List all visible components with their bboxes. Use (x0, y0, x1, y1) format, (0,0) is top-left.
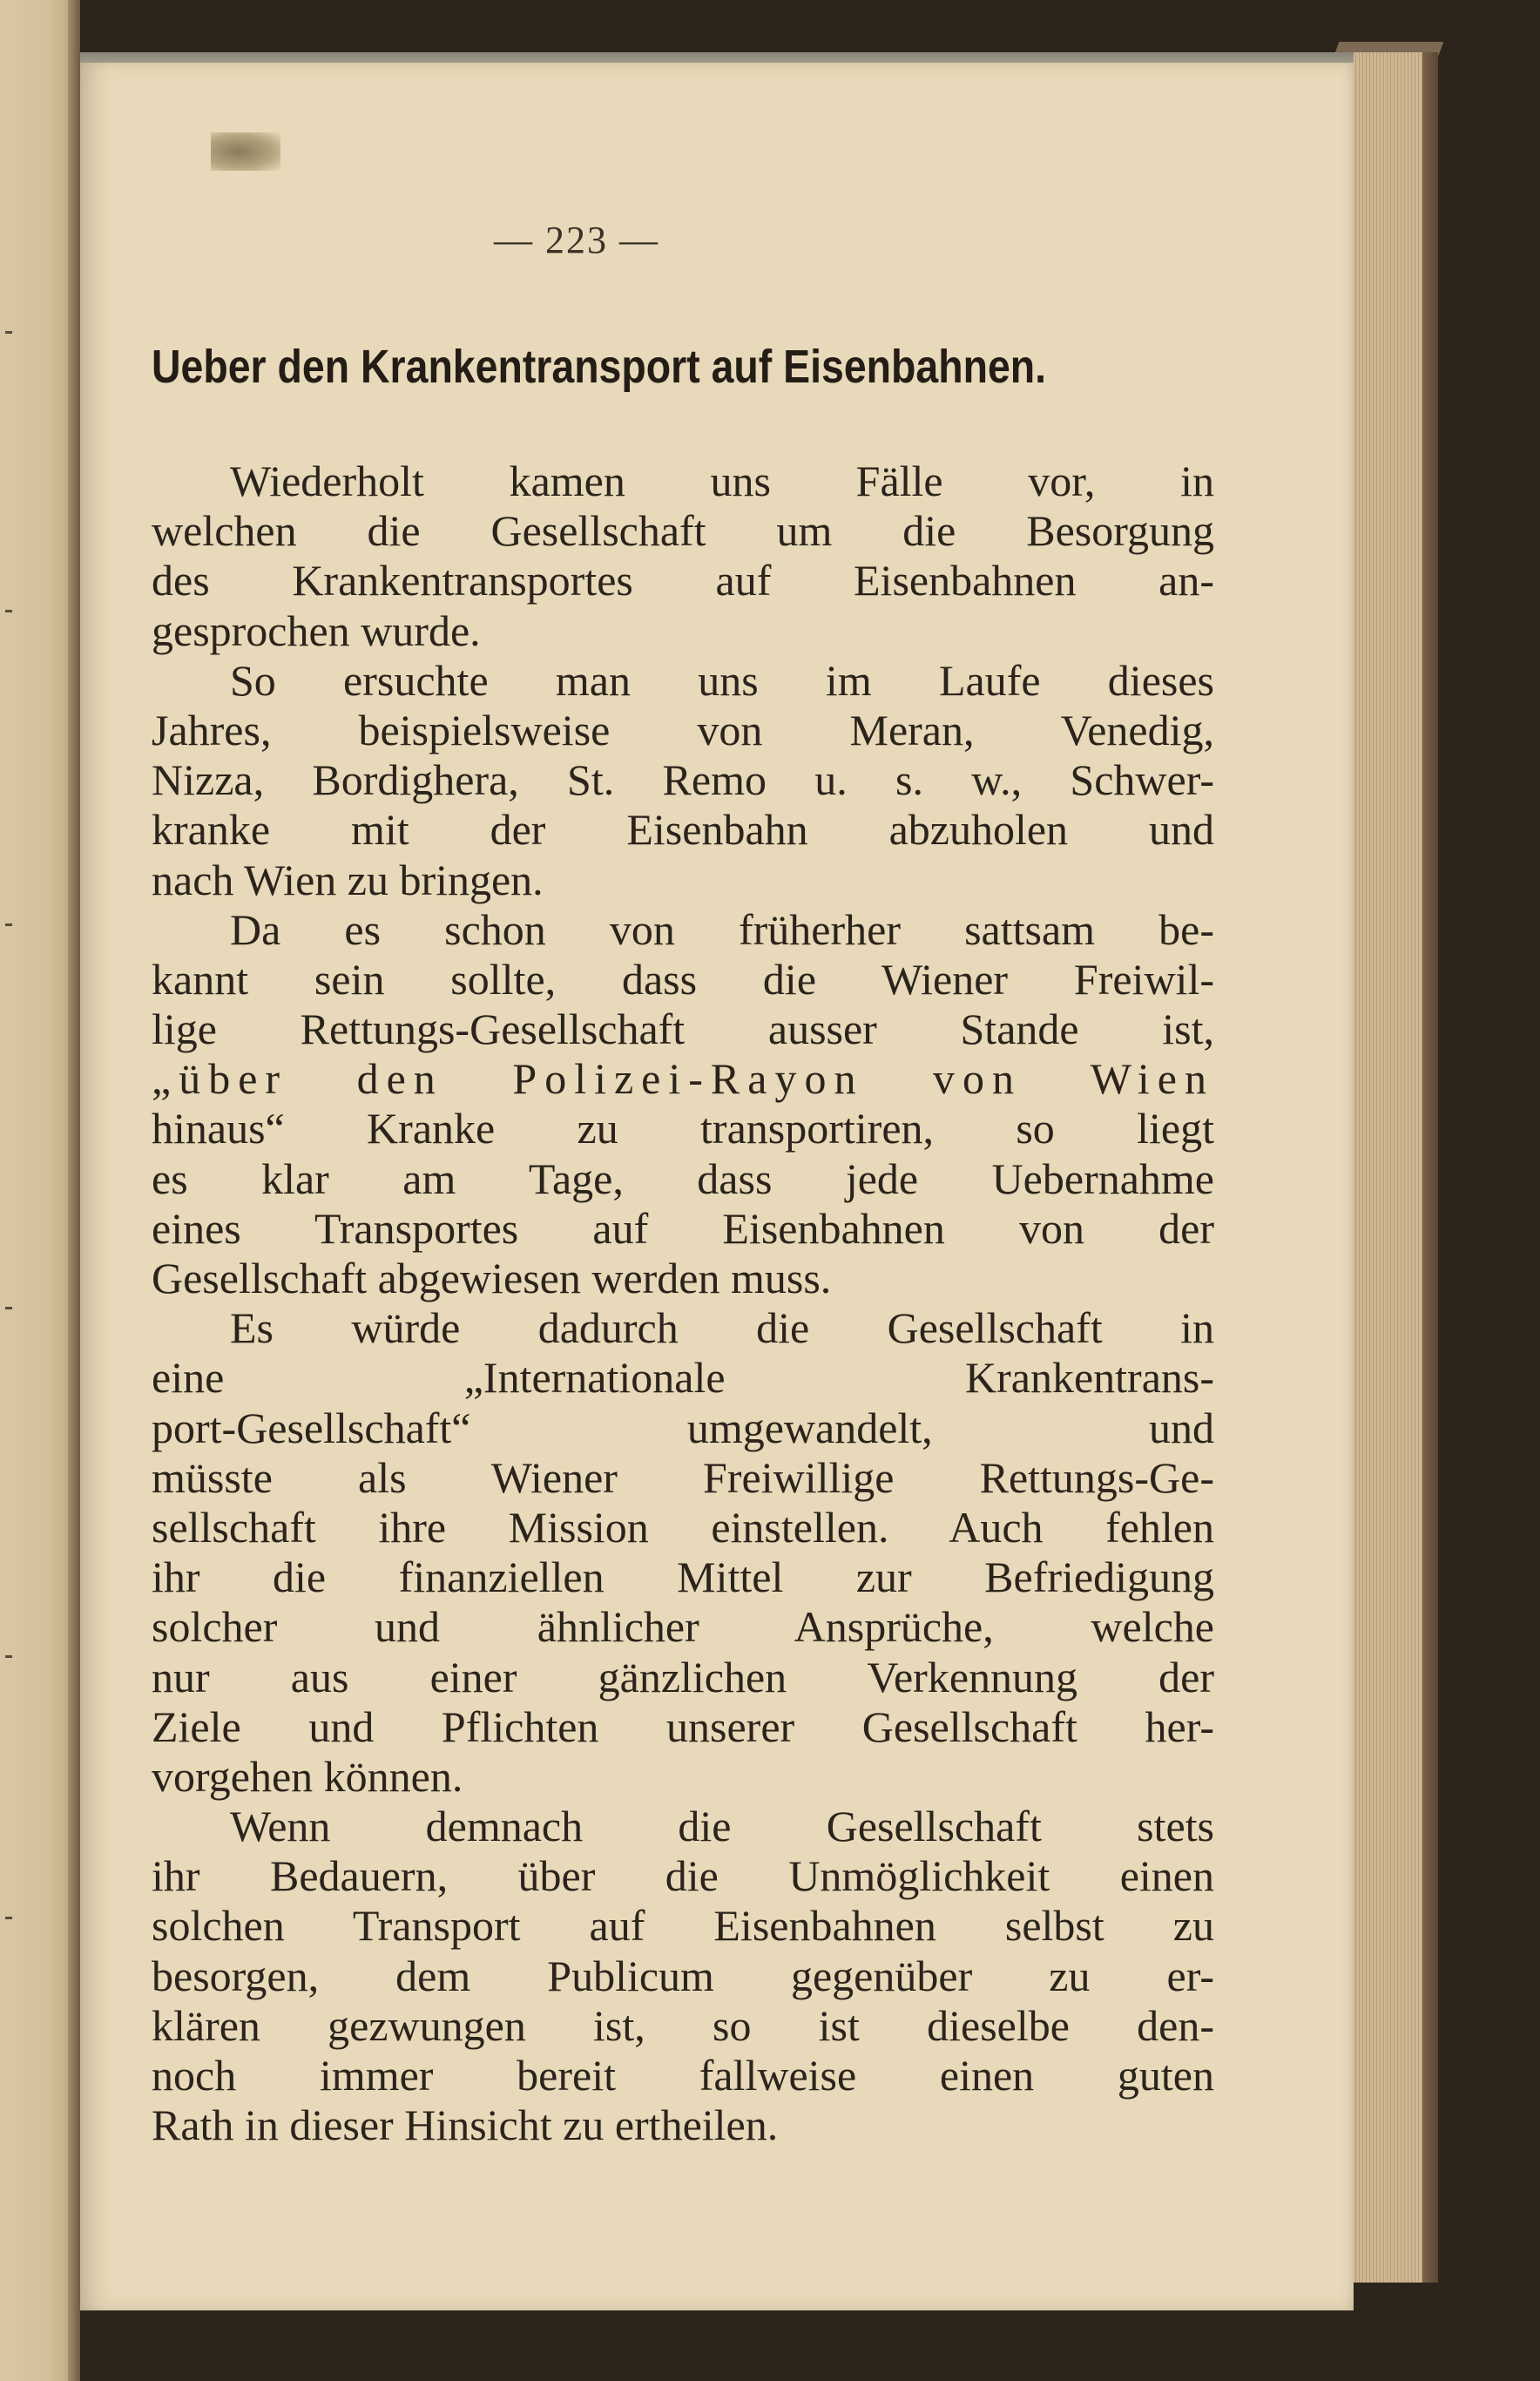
text-line: es klar am Tage, dass jede Uebernahme (152, 1153, 1214, 1203)
facing-page-edge (0, 0, 80, 2381)
gutter-shadow (68, 0, 80, 2381)
text-line: port-Gesellschaft“ umgewandelt, und (152, 1403, 1214, 1452)
book-block-edge (1346, 52, 1438, 2283)
text-line: ihr die finanziellen Mittel zur Befriedigung (152, 1552, 1214, 1602)
book-page (80, 63, 1354, 2310)
page-number: — 223 — (494, 219, 659, 261)
text-line: vorgehen können. (152, 1751, 463, 1801)
text-line: nach Wien zu bringen. (152, 855, 544, 904)
text-line: gesprochen wurde. (152, 605, 481, 655)
text-line: ihr Bedauern, über die Unmöglichkeit einen (152, 1851, 1214, 1901)
text-line: Gesellschaft abgewiesen werden muss. (152, 1254, 832, 1302)
text-line: „über den Polizei-Rayon von Wien (152, 1054, 1214, 1104)
text-line: Nizza, Bordighera, St. Remo u. s. w., Schwer- (152, 755, 1214, 805)
text-line: eines Transportes auf Eisenbahnen von der (152, 1203, 1214, 1253)
text-line: welchen die Gesellschaft um die Besorgung (152, 506, 1214, 556)
text-line: Ziele und Pflichten unserer Gesellschaft her- (152, 1701, 1214, 1751)
text-line: Da es schon von früherher sattsam be- (230, 904, 1214, 954)
bleed-mark (5, 1655, 12, 1658)
bleed-mark (5, 1917, 12, 1919)
text-line: Rath in dieser Hinsicht zu ertheilen. (152, 2100, 779, 2150)
bleed-mark (5, 923, 12, 926)
bleed-mark (5, 1307, 12, 1309)
bleed-mark (5, 331, 12, 334)
paper-stain (211, 132, 280, 171)
text-line: lige Rettungs-Gesellschaft ausser Stande ist, (152, 1004, 1214, 1054)
text-line: eine „Internationale Krankentrans- (152, 1353, 1214, 1403)
text-line: Wiederholt kamen uns Fälle vor, in (230, 457, 1214, 505)
text-line: solcher und ähnlicher Ansprüche, welche (152, 1602, 1214, 1652)
cover-edge (1422, 52, 1438, 2283)
text-line: besorgen, dem Publicum gegenüber zu er- (152, 1951, 1214, 2000)
text-line: noch immer bereit fallweise einen guten (152, 2051, 1214, 2100)
text-line: hinaus“ Kranke zu transportiren, so liegt (152, 1104, 1214, 1153)
text-line: kannt sein sollte, dass die Wiener Freiwil- (152, 954, 1214, 1004)
text-line: solchen Transport auf Eisenbahnen selbst zu (152, 1901, 1214, 1951)
text-line: des Krankentransportes auf Eisenbahnen an- (152, 556, 1214, 605)
text-line: klären gezwungen ist, so ist dieselbe den- (152, 2000, 1214, 2050)
body-text (152, 457, 1214, 2150)
text-line: kranke mit der Eisenbahn abzuholen und (152, 805, 1214, 855)
text-line: sellschaft ihre Mission einstellen. Auch fehlen (152, 1502, 1214, 1552)
text-line: Jahres, beispielsweise von Meran, Venedig, (152, 705, 1214, 754)
text-line: So ersuchte man uns im Laufe dieses (230, 655, 1214, 705)
text-line: Wenn demnach die Gesellschaft stets (230, 1802, 1214, 1851)
bleed-mark (5, 610, 12, 612)
text-line: müsste als Wiener Freiwillige Rettungs-Ge- (152, 1452, 1214, 1502)
text-line: nur aus einer gänzlichen Verkennung der (152, 1652, 1214, 1701)
chapter-title: Ueber den Krankentransport auf Eisenbahnen. (152, 341, 1047, 393)
text-line: Es würde dadurch die Gesellschaft in (230, 1303, 1214, 1353)
